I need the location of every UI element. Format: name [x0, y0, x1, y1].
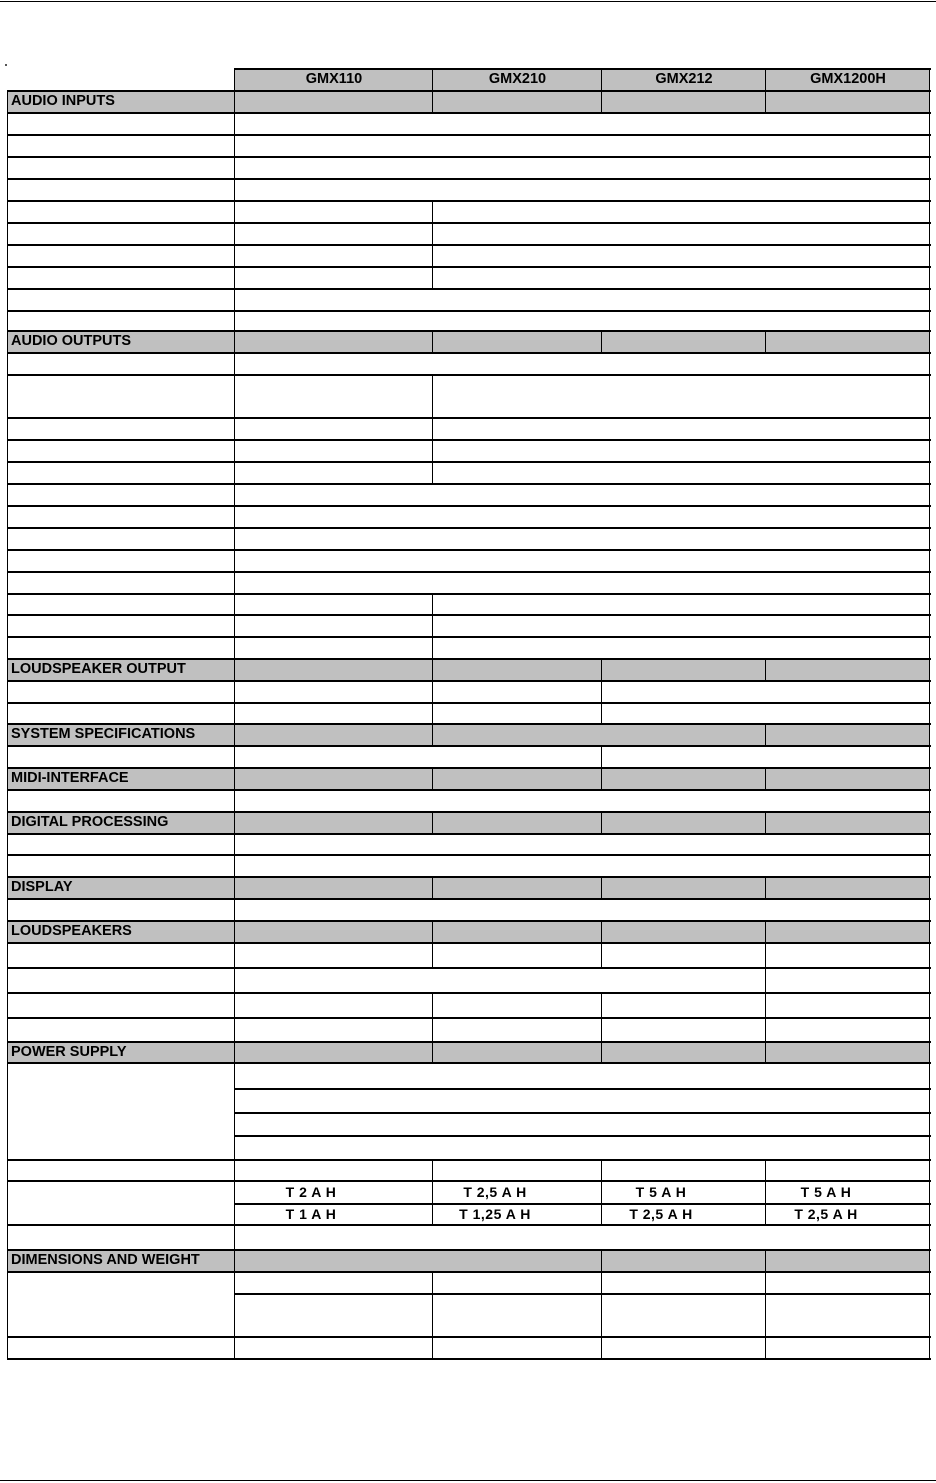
section-label-loudspeakers: LOUDSPEAKERS: [11, 923, 132, 939]
model-header-gmx210: GMX210: [488, 71, 547, 87]
fuse-secondary-gmx1200h: T 2,5 A H: [794, 1206, 858, 1222]
fuse-primary-gmx110: T 2 A H: [285, 1184, 337, 1200]
section-label-power-supply: POWER SUPPLY: [11, 1044, 127, 1060]
section-label-audio-outputs: AUDIO OUTPUTS: [11, 333, 132, 349]
section-label-midi-interface: MIDI-INTERFACE: [11, 770, 129, 786]
section-label-system-specifications: SYSTEM SPECIFICATIONS: [11, 726, 196, 742]
fuse-primary-gmx210: T 2,5 A H: [463, 1184, 527, 1200]
fuse-secondary-gmx210: T 1,25 A H: [459, 1206, 531, 1222]
section-band-power-supply: [8, 1042, 930, 1063]
section-band-audio-outputs: [8, 331, 930, 353]
fuse-primary-gmx212: T 5 A H: [635, 1184, 687, 1200]
fuse-secondary-gmx110: T 1 A H: [285, 1206, 337, 1222]
section-label-display: DISPLAY: [11, 879, 73, 895]
section-label-dimensions-and-weight: DIMENSIONS AND WEIGHT: [11, 1252, 200, 1268]
section-band-loudspeakers: [8, 921, 930, 943]
model-header-gmx110: GMX110: [305, 71, 363, 87]
page-top-rule: [0, 1, 936, 2]
fuse-primary-gmx1200h: T 5 A H: [800, 1184, 852, 1200]
page-mark: [5, 64, 7, 66]
fuse-secondary-gmx212: T 2,5 A H: [629, 1206, 693, 1222]
model-header-gmx212: GMX212: [655, 71, 713, 87]
section-label-digital-processing: DIGITAL PROCESSING: [11, 814, 169, 830]
model-header-gmx1200h: GMX1200H: [810, 71, 886, 87]
section-label-audio-inputs: AUDIO INPUTS: [11, 93, 115, 109]
section-band-audio-inputs: [8, 91, 930, 113]
section-band-midi-interface: [8, 768, 930, 790]
section-label-loudspeaker-output: LOUDSPEAKER OUTPUT: [11, 661, 186, 677]
section-band-display: [8, 877, 930, 899]
page-bottom-rule: [0, 1480, 936, 1481]
